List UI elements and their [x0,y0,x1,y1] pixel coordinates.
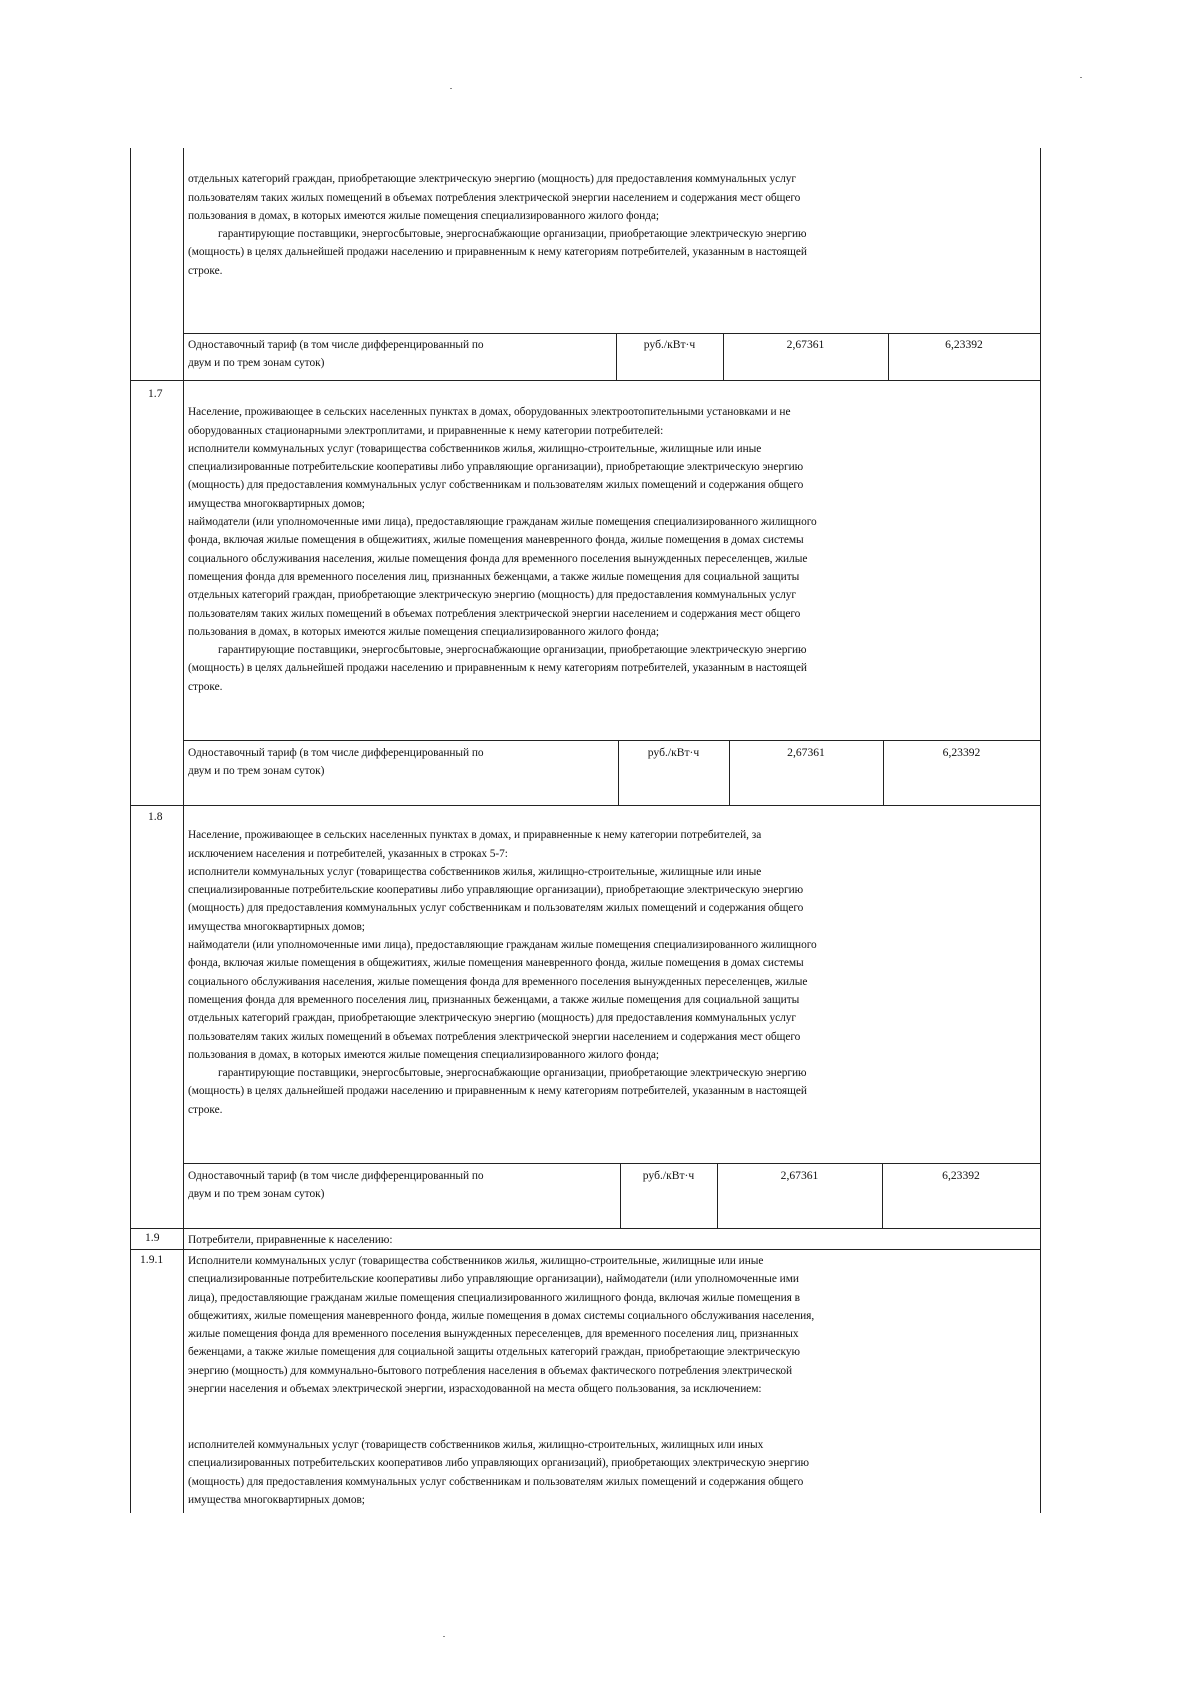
tariff-unit: руб./кВт·ч [643,338,696,351]
section-1-7-text [188,385,1040,714]
section-1-9-text: Потребители, приравненные к населению: [188,1234,393,1246]
section-1-8-body: Население, проживающее в сельских населенных пунктах в домах, и приравненные к нему категории потребителей, за исключением населения и потребителей, указанных в строках 5-7: исполнители коммунальных услуг (товарищества собственников жилья, жилищно-строительные, жилищные или иные специализированные потребительские кооперативы либо управляющие организации), приобретающие электрическую энергию (мощность) для предоставления коммунальных услуг собственникам и пользователям жилых помещений и содержания общего имущества многоквартирных домов; наймодатели (или уполномоченные ими лица), предоставляющие гражданам жилые помещения специализированного жилищного фонда, включая жилые помещения в общежитиях, жилые помещения маневренного фонда, жилые помещения в домах системы социального обслуживания населения, жилые помещения фонда для временного поселения вынужденных переселенцев, жилые помещения фонда для временного поселения лиц, признанных беженцами, а также жилые помещения для социальной защиты отдельных категорий граждан, приобретающие электрическую энергию (мощность) для предоставления коммунальных услуг пользователям таких жилых помещений в объемах потребления электрической энергии населением и содержания мест общего пользования в домах, в которых имеются жилые помещения специализированного жилого фонда; [188,829,817,1061]
tariff-value-1: 2,67361 [787,746,825,759]
scan-speck [1080,77,1082,78]
tariff-value-1: 2,67361 [786,338,825,351]
section-1-7-guarantee: гарантирующие поставщики, энергосбытовые, энергоснабжающие организации, приобретающие электрическую энергию (мощность) в целях дальнейшей продажи населению и приравненным к нему категориям потребителей, указанным в настоящей строке. [188,644,807,693]
continuation-body: отдельных категорий граждан, приобретающие электрическую энергию (мощность) для предоставления коммунальных услуг пользователям таких жилых помещений в объемах потребления электрической энергии населением и содержания мест общего пользования в домах, в которых имеются жилые помещения специализированного жилого фонда; [188,173,801,222]
section-1-8-text [188,808,1040,1137]
grid-right-border [1040,148,1041,1513]
continuation-text [188,152,1038,298]
tariff-value-1: 2,67361 [780,1169,819,1182]
section-number: 1.9.1 [140,1253,164,1266]
scan-speck [443,1636,445,1637]
row-separator [130,1228,1041,1229]
tariff-label: Одноставочный тариф (в том числе дифференцированный по двум и по трем зонам суток) [188,339,484,370]
tariff-label: Одноставочный тариф (в том числе дифференцированный по двум и по трем зонам суток) [188,1170,484,1201]
tariff-row-top [183,1163,1041,1164]
tariff-value-2: 6,23392 [945,338,983,351]
section-number: 1.7 [148,387,163,400]
section-1-9-1-text: Исполнители коммунальных услуг (товарищества собственников жилья, жилищно-строительные, жилищные или иные специализированные потребительские кооперативы либо управляющие организации), наймодатели (или уполномоченные ими лица), предоставляющие гражданам жилые помещения специализированного жилищного фонда, включая жилые помещения в общежитиях, жилые помещения маневренного фонда, жилые помещения в домах системы социального обслуживания населения, жилые помещения фонда для временного поселения вынужденных переселенцев, для временного поселения лиц, признанных беженцами, а также жилые помещения для социальной защиты отдельных категорий граждан, приобретающие электрическую энергию (мощность) для коммунально-бытового потребления населения в объемах фактического потребления электрической энергии населения и объемах электрической энергии, израсходованной на места общего пользования, за исключением: [188,1255,815,1396]
tariff-unit: руб./кВт·ч [647,746,700,759]
grid-left-border [130,148,131,1513]
tariff-label: Одноставочный тариф (в том числе дифференцированный по двум и по трем зонам суток) [188,747,484,778]
section-number: 1.8 [148,810,163,823]
tariff-value-2: 6,23392 [942,746,981,759]
section-1-7-body: Население, проживающее в сельских населенных пунктах в домах, оборудованных электроотопительными установками и не оборудованных стационарными электроплитами, и приравненные к нему категории потребителей: исполнители коммунальных услуг (товарищества собственников жилья, жилищно-строительные, жилищные или иные специализированные потребительские кооперативы либо управляющие организации), приобретающие электрическую энергию (мощность) для предоставления коммунальных услуг собственникам и пользователям жилых помещений и содержания общего имущества многоквартирных домов; наймодатели (или уполномоченные ими лица), предоставляющие гражданам жилые помещения специализированного жилищного фонда, включая жилые помещения в общежитиях, жилые помещения маневренного фонда, жилые помещения в домах системы социального обслуживания населения, жилые помещения фонда для временного поселения вынужденных переселенцев, жилые помещения фонда для временного поселения лиц, признанных беженцами, а также жилые помещения для социальной защиты отдельных категорий граждан, приобретающие электрическую энергию (мощность) для предоставления коммунальных услуг пользователям таких жилых помещений в объемах потребления электрической энергии населением и содержания мест общего пользования в домах, в которых имеются жилые помещения специализированного жилого фонда; [188,406,817,638]
tariff-row-top [183,740,1041,741]
tariff-value-2: 6,23392 [942,1169,980,1182]
tariff-row-top [183,333,1041,334]
section-1-8-guarantee: гарантирующие поставщики, энергосбытовые, энергоснабжающие организации, приобретающие электрическую энергию (мощность) в целях дальнейшей продажи населению и приравненным к нему категориям потребителей, указанным в настоящей строке. [188,1067,807,1116]
section-number: 1.9 [145,1231,160,1244]
row-separator [130,805,1041,806]
row-separator [130,380,1041,381]
grid-number-divider [183,148,184,1513]
tariff-unit: руб./кВт·ч [642,1169,695,1182]
section-1-9-1-exception-text: исполнителей коммунальных услуг (товариществ собственников жилья, жилищно-строительных, жилищных или иных специализированных потребительских кооперативов либо управляющих организаций), приобретающих электрическую энергию (мощность) для предоставления коммунальных услуг собственникам и пользователям жилых помещений и содержания общего имущества многоквартирных домов; [188,1439,809,1506]
scan-speck [450,88,452,89]
continuation-guarantee: гарантирующие поставщики, энергосбытовые, энергоснабжающие организации, приобретающие электрическую энергию (мощность) в целях дальнейшей продажи населению и приравненным к нему категориям потребителей, указанным в настоящей строке. [188,228,807,277]
